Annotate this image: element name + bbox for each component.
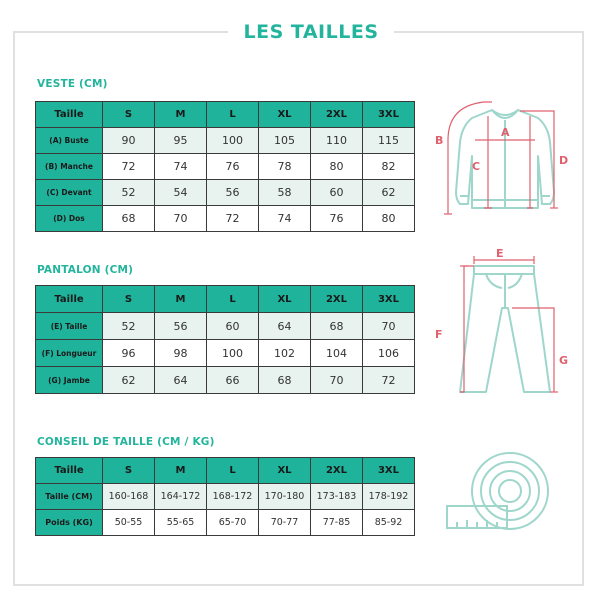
table-row xyxy=(36,128,415,154)
table-row xyxy=(36,180,415,206)
table-cell: 178-192 xyxy=(363,484,415,510)
table-row xyxy=(36,367,415,394)
table-cell: 95 xyxy=(155,128,207,154)
table-cell: 85-92 xyxy=(363,510,415,536)
label-e: E xyxy=(496,247,504,260)
veste-section-title: VESTE (CM) xyxy=(37,78,108,90)
label-d: D xyxy=(559,154,569,167)
table-cell: 62 xyxy=(103,367,155,394)
table-cell: 55-65 xyxy=(155,510,207,536)
header-cell: 2XL xyxy=(311,286,363,313)
table-cell: 168-172 xyxy=(207,484,259,510)
header-cell: 3XL xyxy=(363,286,415,313)
pantalon-table xyxy=(35,285,415,394)
table-cell: 100 xyxy=(207,128,259,154)
table-cell: 115 xyxy=(363,128,415,154)
row-label: Poids (KG) xyxy=(36,510,103,536)
table-row xyxy=(36,510,415,536)
table-cell: 66 xyxy=(207,367,259,394)
table-cell: 70 xyxy=(363,313,415,340)
header-cell: S xyxy=(103,286,155,313)
conseil-table xyxy=(35,457,415,536)
table-cell: 110 xyxy=(311,128,363,154)
label-c: C xyxy=(472,160,481,173)
table-cell: 80 xyxy=(363,206,415,232)
table-cell: 100 xyxy=(207,340,259,367)
veste-table xyxy=(35,101,415,232)
table-cell: 78 xyxy=(259,154,311,180)
row-label: Taille (CM) xyxy=(36,484,103,510)
header-cell: XL xyxy=(259,102,311,128)
header-cell: S xyxy=(103,102,155,128)
table-cell: 72 xyxy=(103,154,155,180)
table-cell: 58 xyxy=(259,180,311,206)
table-cell: 62 xyxy=(363,180,415,206)
row-label: (E) Taille xyxy=(36,313,103,340)
pants-icon xyxy=(430,246,580,402)
header-cell: 2XL xyxy=(311,458,363,484)
table-cell: 106 xyxy=(363,340,415,367)
table-cell: 74 xyxy=(155,154,207,180)
table-cell: 56 xyxy=(155,313,207,340)
table-cell: 64 xyxy=(259,313,311,340)
table-cell: 68 xyxy=(259,367,311,394)
table-cell: 96 xyxy=(103,340,155,367)
table-cell: 102 xyxy=(259,340,311,367)
table-cell: 50-55 xyxy=(103,510,155,536)
table-row xyxy=(36,313,415,340)
table-cell: 68 xyxy=(311,313,363,340)
label-g: G xyxy=(559,354,569,367)
table-cell: 52 xyxy=(103,180,155,206)
header-cell: M xyxy=(155,286,207,313)
table-cell: 60 xyxy=(207,313,259,340)
table-cell: 70 xyxy=(155,206,207,232)
table-cell: 64 xyxy=(155,367,207,394)
table-row xyxy=(36,206,415,232)
table-cell: 90 xyxy=(103,128,155,154)
page-title: LES TAILLES xyxy=(228,16,394,48)
table-row xyxy=(36,484,415,510)
table-cell: 56 xyxy=(207,180,259,206)
table-row xyxy=(36,154,415,180)
table-cell: 60 xyxy=(311,180,363,206)
header-cell: M xyxy=(155,458,207,484)
label-f: F xyxy=(435,328,443,341)
header-cell: L xyxy=(207,102,259,128)
table-cell: 76 xyxy=(207,154,259,180)
table-cell: 72 xyxy=(363,367,415,394)
label-a: A xyxy=(501,126,510,139)
row-label: (C) Devant xyxy=(36,180,103,206)
pantalon-section-title: PANTALON (CM) xyxy=(37,264,134,276)
table-cell: 105 xyxy=(259,128,311,154)
table-cell: 160-168 xyxy=(103,484,155,510)
table-cell: 68 xyxy=(103,206,155,232)
table-header-row xyxy=(36,102,415,128)
table-cell: 65-70 xyxy=(207,510,259,536)
table-cell: 98 xyxy=(155,340,207,367)
header-cell: Taille xyxy=(36,102,103,128)
table-cell: 77-85 xyxy=(311,510,363,536)
tape-measure-icon xyxy=(443,448,553,534)
header-cell: 3XL xyxy=(363,458,415,484)
row-label: (B) Manche xyxy=(36,154,103,180)
table-header-row xyxy=(36,286,415,313)
row-label: (A) Buste xyxy=(36,128,103,154)
table-cell: 104 xyxy=(311,340,363,367)
header-cell: 3XL xyxy=(363,102,415,128)
row-label: (D) Dos xyxy=(36,206,103,232)
row-label: (F) Longueur xyxy=(36,340,103,367)
table-cell: 82 xyxy=(363,154,415,180)
header-cell: XL xyxy=(259,286,311,313)
header-cell: XL xyxy=(259,458,311,484)
row-label: (G) Jambe xyxy=(36,367,103,394)
table-cell: 72 xyxy=(207,206,259,232)
label-b: B xyxy=(435,134,444,147)
table-cell: 54 xyxy=(155,180,207,206)
table-cell: 70-77 xyxy=(259,510,311,536)
table-cell: 74 xyxy=(259,206,311,232)
table-cell: 70 xyxy=(311,367,363,394)
header-cell: M xyxy=(155,102,207,128)
table-cell: 80 xyxy=(311,154,363,180)
table-cell: 52 xyxy=(103,313,155,340)
table-cell: 173-183 xyxy=(311,484,363,510)
header-cell: L xyxy=(207,458,259,484)
table-cell: 170-180 xyxy=(259,484,311,510)
table-row xyxy=(36,340,415,367)
header-cell: 2XL xyxy=(311,102,363,128)
header-cell: Taille xyxy=(36,286,103,313)
table-cell: 164-172 xyxy=(155,484,207,510)
table-header-row xyxy=(36,458,415,484)
header-cell: L xyxy=(207,286,259,313)
conseil-section-title: CONSEIL DE TAILLE (CM / KG) xyxy=(37,436,215,448)
jacket-icon xyxy=(430,96,580,221)
header-cell: S xyxy=(103,458,155,484)
table-cell: 76 xyxy=(311,206,363,232)
header-cell: Taille xyxy=(36,458,103,484)
